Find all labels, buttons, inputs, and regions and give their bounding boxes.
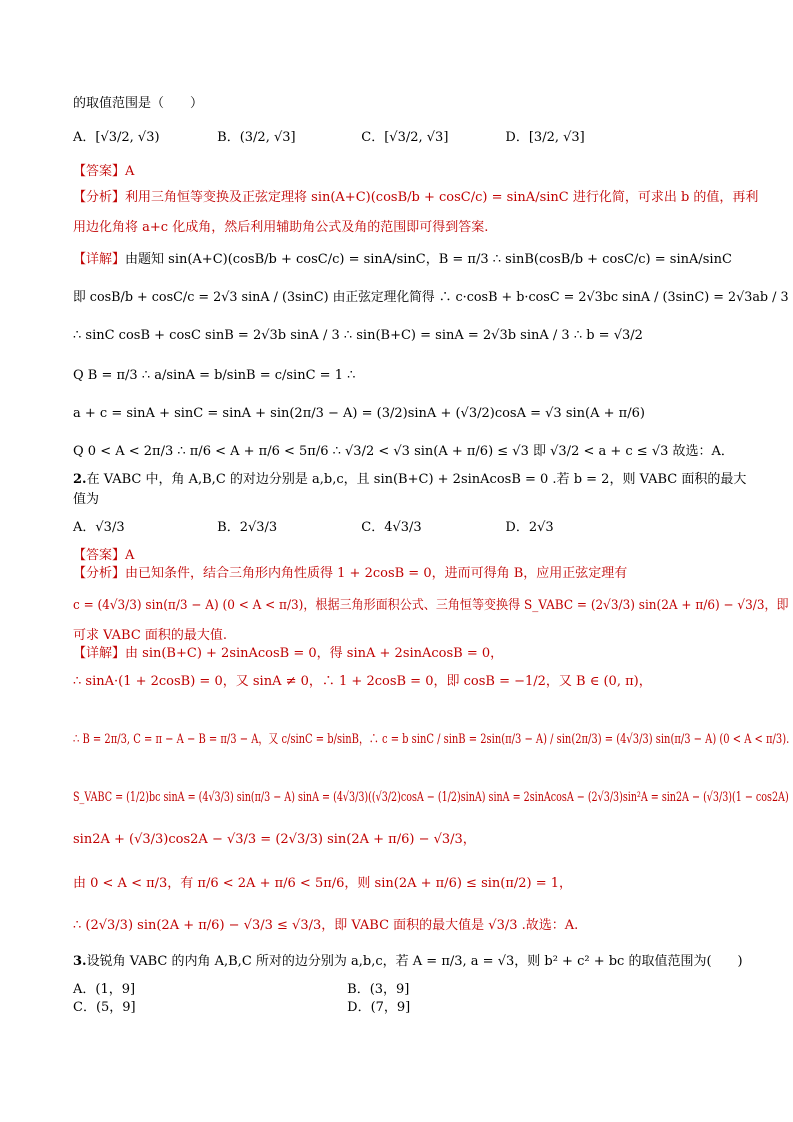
q1-answer: 【答案】A <box>73 164 135 179</box>
q1-option-a: A．[√3/2, √3) <box>73 130 160 145</box>
q3-option-c: C．(5，9] <box>73 1000 136 1015</box>
q1-analysis-line2: 用边化角将 a+c 化成角，然后利用辅助角公式及角的范围即可得到答案. <box>73 220 489 235</box>
q2-options <box>73 518 645 538</box>
q3-stem <box>73 952 743 972</box>
detail-tag: 【详解】 <box>73 646 126 661</box>
q2-option-b: B．2√3/3 <box>217 520 278 535</box>
q1-detail-line6: Q 0 < A < 2π/3 ∴ π/6 < A + π/6 < 5π/6 ∴ √3/2 < √3 sin(A + π/6) ≤ √3 即 √3/2 < a + c ≤ √3 故选：A． <box>73 444 734 459</box>
q1-detail-line3: ∴ sinC cosB + cosC sinB = 2√3b sinA / 3 ∴ sin(B+C) = sinA = 2√3b sinA / 3 ∴ b = √3/2 <box>73 328 643 343</box>
detail-inequality: ∴ (2√3/3) sin(2A + π/6) − √3/3 ≤ √3/3， <box>73 918 335 933</box>
q2-detail-line3: ∴ B = 2π/3, C = π − A − B = π/3 − A，又 c/sinC = b/sinB，∴ c = b sinC / sinB = 2sin(π/3 − A) / sin(2π/3) = (4√3/3) sin(π/3 − A) (0 < A < π/3). <box>73 732 790 747</box>
q2-analysis-line2: c = (4√3/3) sin(π/3 − A) (0 < A < π/3)，根据三角形面积公式、三角恒等变换得 S_VABC = (2√3/3) sin(2A + π/6) − √3/3，即 <box>73 598 789 613</box>
q2-detail-line5: sin2A + (√3/3)cos2A − √3/3 = (2√3/3) sin(2A + π/6) − √3/3， <box>73 832 476 847</box>
q3-option-a: A．(1，9] <box>73 982 136 997</box>
q2-analysis-line3: 可求 VABC 面积的最大值. <box>73 628 228 643</box>
detail-tag: 【详解】 <box>73 252 126 267</box>
q2-option-a: A．√3/3 <box>73 520 125 535</box>
q3-option-b: B．(3，9] <box>347 982 410 997</box>
q2-analysis-line1 <box>73 564 627 584</box>
q1-stem-tail: 的取值范围是（ ） <box>73 96 204 111</box>
analysis-text: 利用三角恒等变换及正弦定理将 sin(A+C)(cosB/b + cosC/c) = sinA/sinC 进行化简，可求出 b 的值，再利 <box>125 190 759 205</box>
detail-text: 由 sin(B+C) + 2sinAcosB = 0，得 sinA + 2sinAcosB = 0， <box>125 646 504 661</box>
q1-detail-line1 <box>73 250 732 270</box>
q3-number: 3. <box>73 954 87 969</box>
q2-detail-line6: 由 0 < A < π/3，有 π/6 < 2A + π/6 < 5π/6，则 sin(2A + π/6) ≤ sin(π/2) = 1， <box>73 876 573 891</box>
detail-text: 由题知 sin(A+C)(cosB/b + cosC/c) = sinA/sinC，B = π/3 ∴ sinB(cosB/b + cosC/c) = sinA/sinC <box>125 252 732 267</box>
q3-text: 设锐角 VABC 的内角 A,B,C 所对的边分别为 a,b,c，若 A = π/3, a = √3，则 b² + c² + bc 的取值范围为( ) <box>86 954 743 969</box>
q2-stem <box>73 470 746 490</box>
q2-detail-line1 <box>73 644 503 664</box>
q2-detail-line2: ∴ sinA·(1 + 2cosB) = 0，又 sinA ≠ 0，∴ 1 + 2cosB = 0，即 cosB = −1/2，又 B ∈ (0, π)， <box>73 674 652 689</box>
analysis-tag: 【分析】 <box>73 190 126 205</box>
q1-option-d: D．[3/2, √3] <box>505 130 585 145</box>
q1-detail-line2: 即 cosB/b + cosC/c = 2√3 sinA / (3sinC) 由正弦定理化简得 ∴ c·cosB + b·cosC = 2√3bc sinA / (3sinC) = 2√3ab / 3 <box>73 290 789 305</box>
q1-detail-line4: Q B = π/3 ∴ a/sinA = b/sinB = c/sinC = 1 ∴ <box>73 368 356 383</box>
q2-option-c: C．4√3/3 <box>361 520 422 535</box>
q1-detail-line5: a + c = sinA + sinC = sinA + sin(2π/3 − A) = (3/2)sinA + (√3/2)cosA = √3 sin(A + π/6) <box>73 406 645 421</box>
q1-analysis-line1 <box>73 188 758 208</box>
q3-option-d: D．(7，9] <box>347 1000 411 1015</box>
analysis-tag: 【分析】 <box>73 566 126 581</box>
q3-options-row1 <box>73 980 617 1000</box>
q2-text: 在 VABC 中，角 A,B,C 的对边分别是 a,b,c，且 sin(B+C) + 2sinAcosB = 0 .若 b = 2，则 VABC 面积的最大 <box>86 472 747 487</box>
q3-options-row2 <box>73 998 617 1018</box>
q2-answer: 【答案】A <box>73 548 135 563</box>
q2-detail-line7 <box>73 916 578 936</box>
analysis-text: 由已知条件，结合三角形内角性质得 1 + 2cosB = 0，进而可得角 B，应用正弦定理有 <box>125 566 628 581</box>
q1-option-c: C．[√3/2, √3] <box>361 130 449 145</box>
q2-option-d: D．2√3 <box>505 520 554 535</box>
detail-conclusion: 即 VABC 面积的最大值是 √3/3 .故选：A. <box>334 918 579 933</box>
q1-option-b: B．(3/2, √3] <box>217 130 296 145</box>
q2-number: 2. <box>73 472 87 487</box>
q1-options <box>73 128 645 148</box>
q2-detail-line4: S_VABC = (1/2)bc sinA = (4√3/3) sin(π/3 − A) sinA = (4√3/3)((√3/2)cosA − (1/2)sinA) sinA = 2sinAcosA − (2√3/3)sin²A = sin2A − (√3/3)(1 − cos2A) <box>73 790 789 805</box>
q2-stem-line2: 值为 <box>73 492 100 507</box>
